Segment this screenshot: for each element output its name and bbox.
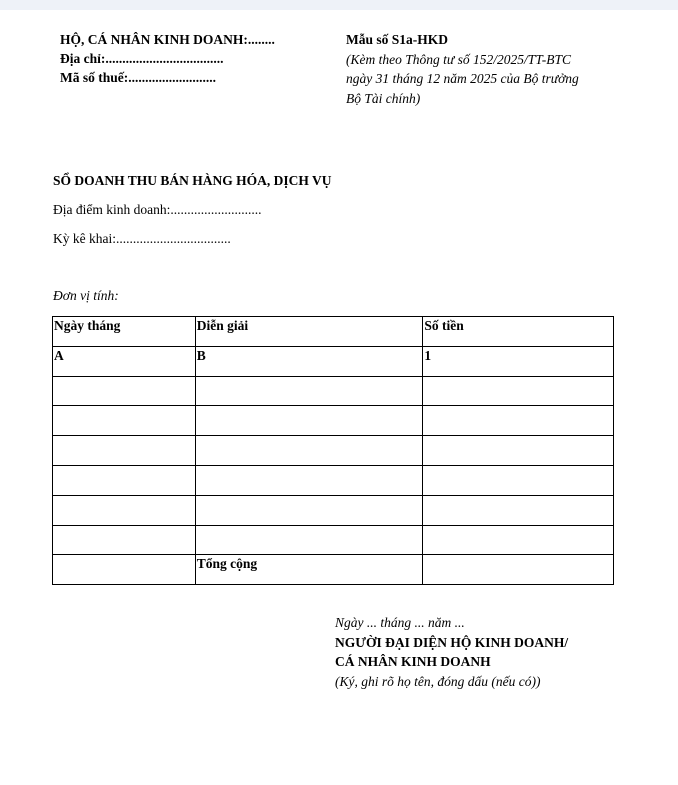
form-number: Mẫu số S1a-HKD — [346, 32, 449, 47]
address-field: Địa chỉ:................................... — [60, 51, 224, 66]
signature-block — [335, 613, 568, 691]
signature-instruction: (Ký, ghi rõ họ tên, đóng dấu (nếu có)) — [335, 673, 541, 689]
viewer-top-bar — [0, 0, 678, 10]
code-a: A — [53, 346, 196, 376]
business-name-field: HỘ, CÁ NHÂN KINH DOANH:........ — [60, 32, 275, 47]
declaration-period-field: Kỳ kê khai:.................................. — [53, 231, 231, 246]
total-label: Tổng cộng — [195, 555, 423, 585]
unit-label: Đơn vị tính: — [53, 288, 119, 303]
document-title: SỔ DOANH THU BÁN HÀNG HÓA, DỊCH VỤ — [53, 173, 332, 188]
total-row — [53, 555, 614, 585]
table-row — [53, 436, 614, 466]
code-b: B — [195, 346, 423, 376]
business-header — [60, 30, 275, 87]
code-1: 1 — [423, 346, 614, 376]
table-row — [53, 406, 614, 436]
column-code-row — [53, 346, 614, 376]
header-date: Ngày tháng — [53, 317, 196, 347]
table-row — [53, 525, 614, 555]
circular-note-line: (Kèm theo Thông tư số 152/2025/TT-BTC — [346, 51, 572, 67]
signer-role: NGƯỜI ĐẠI DIỆN HỘ KINH DOANH/ — [335, 634, 569, 650]
signature-date: Ngày ... tháng ... năm ... — [335, 615, 465, 630]
form-reference — [346, 30, 646, 108]
table-row — [53, 376, 614, 406]
table-row — [53, 465, 614, 495]
revenue-ledger-table — [52, 316, 614, 585]
header-amount: Số tiền — [423, 317, 614, 347]
tax-code-field: Mã số thuế:.......................... — [60, 70, 216, 85]
header-description: Diễn giải — [195, 317, 423, 347]
circular-note-line: Bộ Tài chính) — [346, 90, 421, 106]
business-location-field: Địa điểm kinh doanh:........................... — [53, 202, 262, 217]
signer-role: CÁ NHÂN KINH DOANH — [335, 654, 491, 669]
table-row — [53, 495, 614, 525]
table-header-row — [53, 317, 614, 347]
circular-note-line: ngày 31 tháng 12 năm 2025 của Bộ trưởng — [346, 71, 579, 86]
